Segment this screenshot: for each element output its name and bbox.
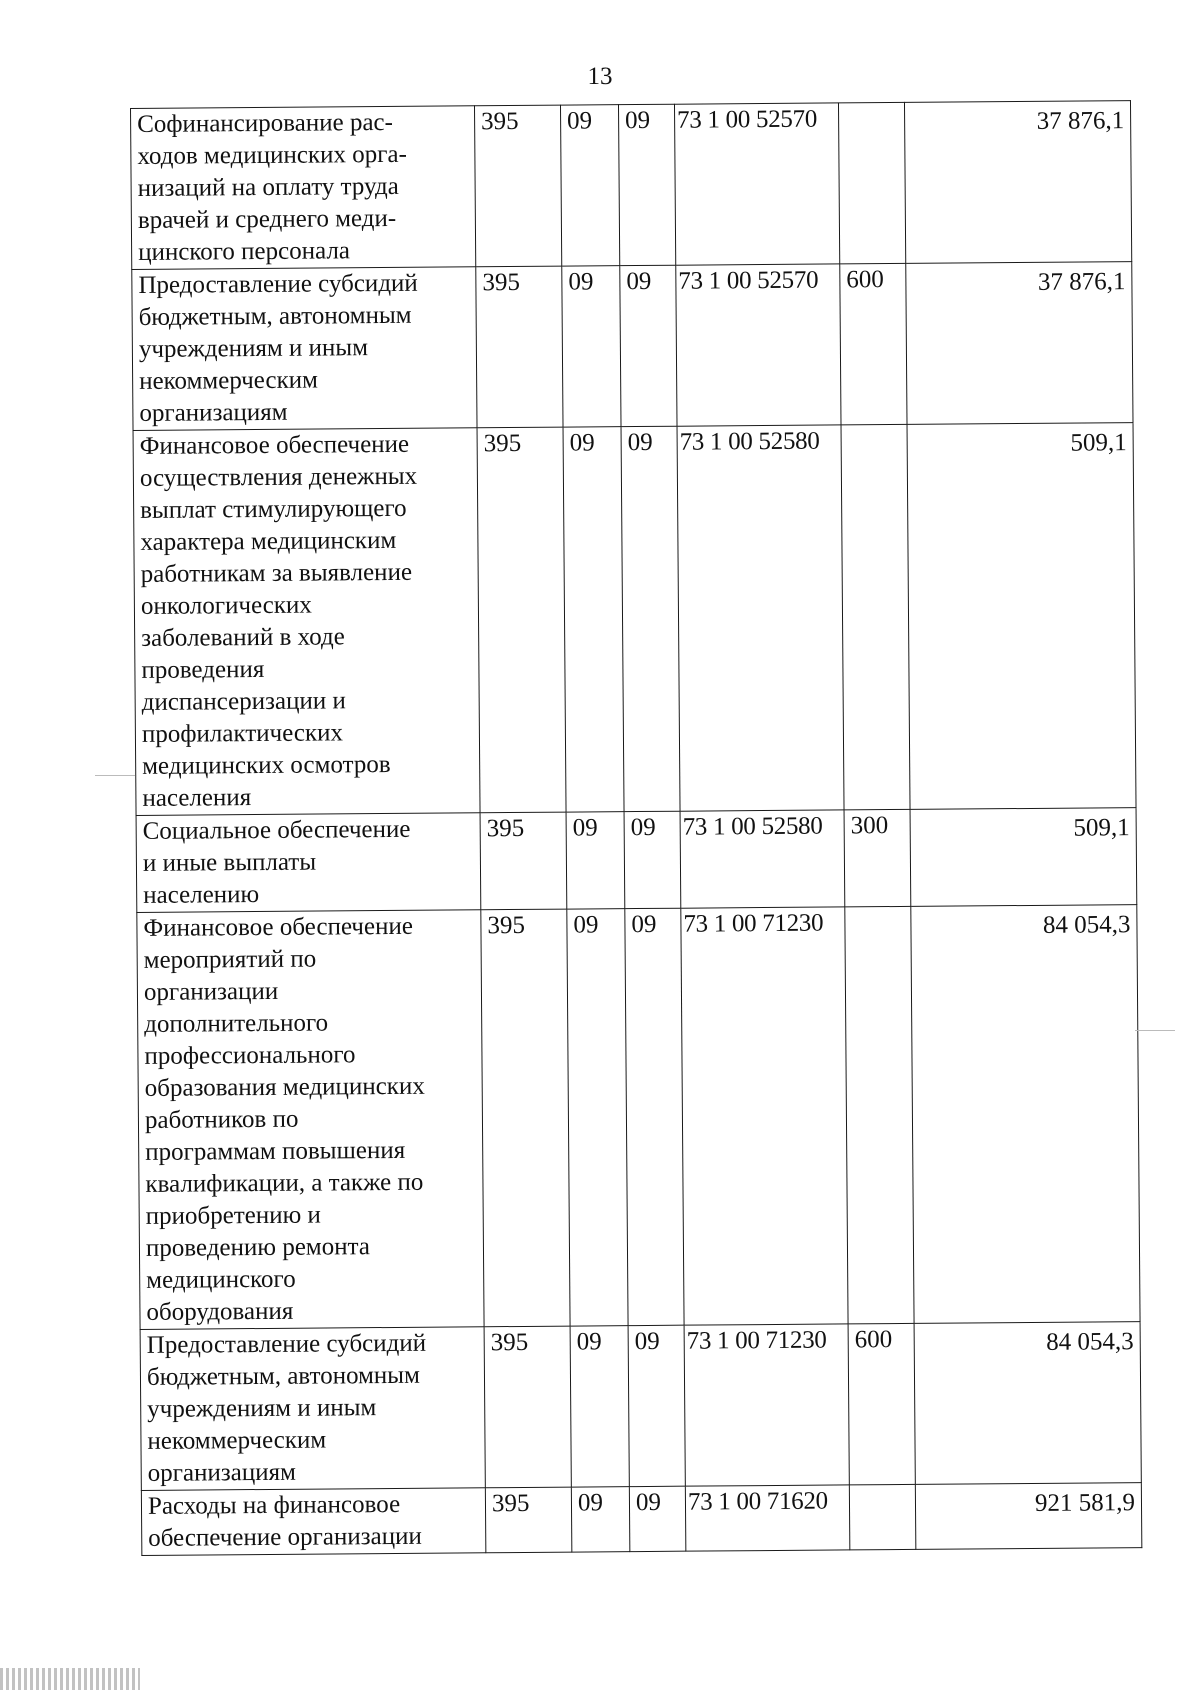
- amount-cell: 509,1: [910, 808, 1137, 907]
- amount-cell: 509,1: [907, 423, 1136, 810]
- section-code-cell: 09: [567, 909, 628, 1326]
- budget-table: [130, 100, 1142, 1556]
- grbs-code-cell: 395: [485, 1487, 572, 1553]
- expense-type-cell: 300: [844, 809, 911, 907]
- target-article-cell: 73 1 00 71230: [684, 1324, 849, 1486]
- expense-type-cell: [841, 424, 910, 810]
- expense-type-cell: [845, 906, 914, 1324]
- page-number: 13: [587, 63, 613, 90]
- row-name-cell: Предоставление субсидий бюджетным, автономным учреждениям и иным некоммерческим организациям: [132, 267, 477, 431]
- amount-cell: 37 876,1: [904, 101, 1131, 264]
- grbs-code-cell: 395: [477, 427, 566, 813]
- amount-cell: 37 876,1: [906, 262, 1133, 425]
- grbs-code-cell: 395: [480, 812, 567, 910]
- table-row: [133, 423, 1136, 816]
- expense-type-cell: 600: [840, 263, 907, 425]
- target-article-cell: 73 1 00 52570: [676, 264, 841, 426]
- section-code-cell: 09: [562, 266, 621, 427]
- scan-margin-mark: [95, 775, 135, 776]
- row-name-cell: Софинансирование рас- ходов медицинских орга- низаций на оплату труда врачей и среднего меди- цинского персонала: [131, 106, 476, 270]
- amount-cell: 921 581,9: [915, 1483, 1142, 1550]
- expense-type-cell: [849, 1484, 916, 1550]
- grbs-code-cell: 395: [484, 1326, 571, 1488]
- row-name-cell: Предоставление субсидий бюджетным, автономным учреждениям и иным некоммерческим организациям: [140, 1327, 485, 1491]
- subsection-code-cell: 09: [621, 426, 680, 811]
- expense-type-cell: [838, 102, 905, 264]
- section-code-cell: 09: [566, 812, 625, 909]
- row-name-cell: Социальное обеспечение и иные выплаты населению: [136, 813, 481, 913]
- table-row: [131, 101, 1132, 270]
- table-row: [136, 808, 1137, 913]
- expense-type-cell: 600: [848, 1323, 915, 1485]
- section-code-cell: 09: [571, 1487, 630, 1552]
- subsection-code-cell: 09: [620, 265, 677, 426]
- section-code-cell: 09: [560, 105, 619, 266]
- row-name-cell: Расходы на финансовое обеспечение организации: [141, 1488, 485, 1556]
- section-code-cell: 09: [563, 427, 624, 812]
- grbs-code-cell: 395: [476, 266, 563, 428]
- amount-cell: 84 054,3: [914, 1322, 1141, 1485]
- section-code-cell: 09: [570, 1326, 629, 1487]
- target-article-cell: 73 1 00 52570: [674, 103, 839, 265]
- subsection-code-cell: 09: [618, 104, 675, 265]
- table-row: [132, 262, 1133, 431]
- target-article-cell: 73 1 00 71230: [681, 907, 848, 1325]
- target-article-cell: 73 1 00 71620: [685, 1485, 850, 1551]
- grbs-code-cell: 395: [474, 105, 561, 267]
- subsection-code-cell: 09: [625, 908, 684, 1325]
- table-row: [141, 1483, 1141, 1556]
- scan-artifact: [0, 1668, 140, 1690]
- row-name-cell: Финансовое обеспечение мероприятий по организации дополнительного профессионального образования медицинских работников по программам повышения квалификации, а также по приобретению и проведению ремонта медицинского оборудования: [137, 910, 484, 1330]
- amount-cell: 84 054,3: [911, 905, 1140, 1324]
- scan-margin-mark: [1135, 1030, 1175, 1031]
- subsection-code-cell: 09: [624, 811, 681, 908]
- grbs-code-cell: 395: [481, 909, 570, 1327]
- target-article-cell: 73 1 00 52580: [680, 810, 845, 908]
- table-row: [137, 905, 1140, 1330]
- subsection-code-cell: 09: [629, 1486, 686, 1551]
- row-name-cell: Финансовое обеспечение осуществления денежных выплат стимулирующего характера медицинским работникам за выявление онкологических заболеваний в ходе проведения диспансеризации и профилактических медицинских осмотров населения: [133, 428, 480, 816]
- subsection-code-cell: 09: [628, 1325, 685, 1486]
- target-article-cell: 73 1 00 52580: [677, 425, 844, 811]
- table-row: [140, 1322, 1141, 1491]
